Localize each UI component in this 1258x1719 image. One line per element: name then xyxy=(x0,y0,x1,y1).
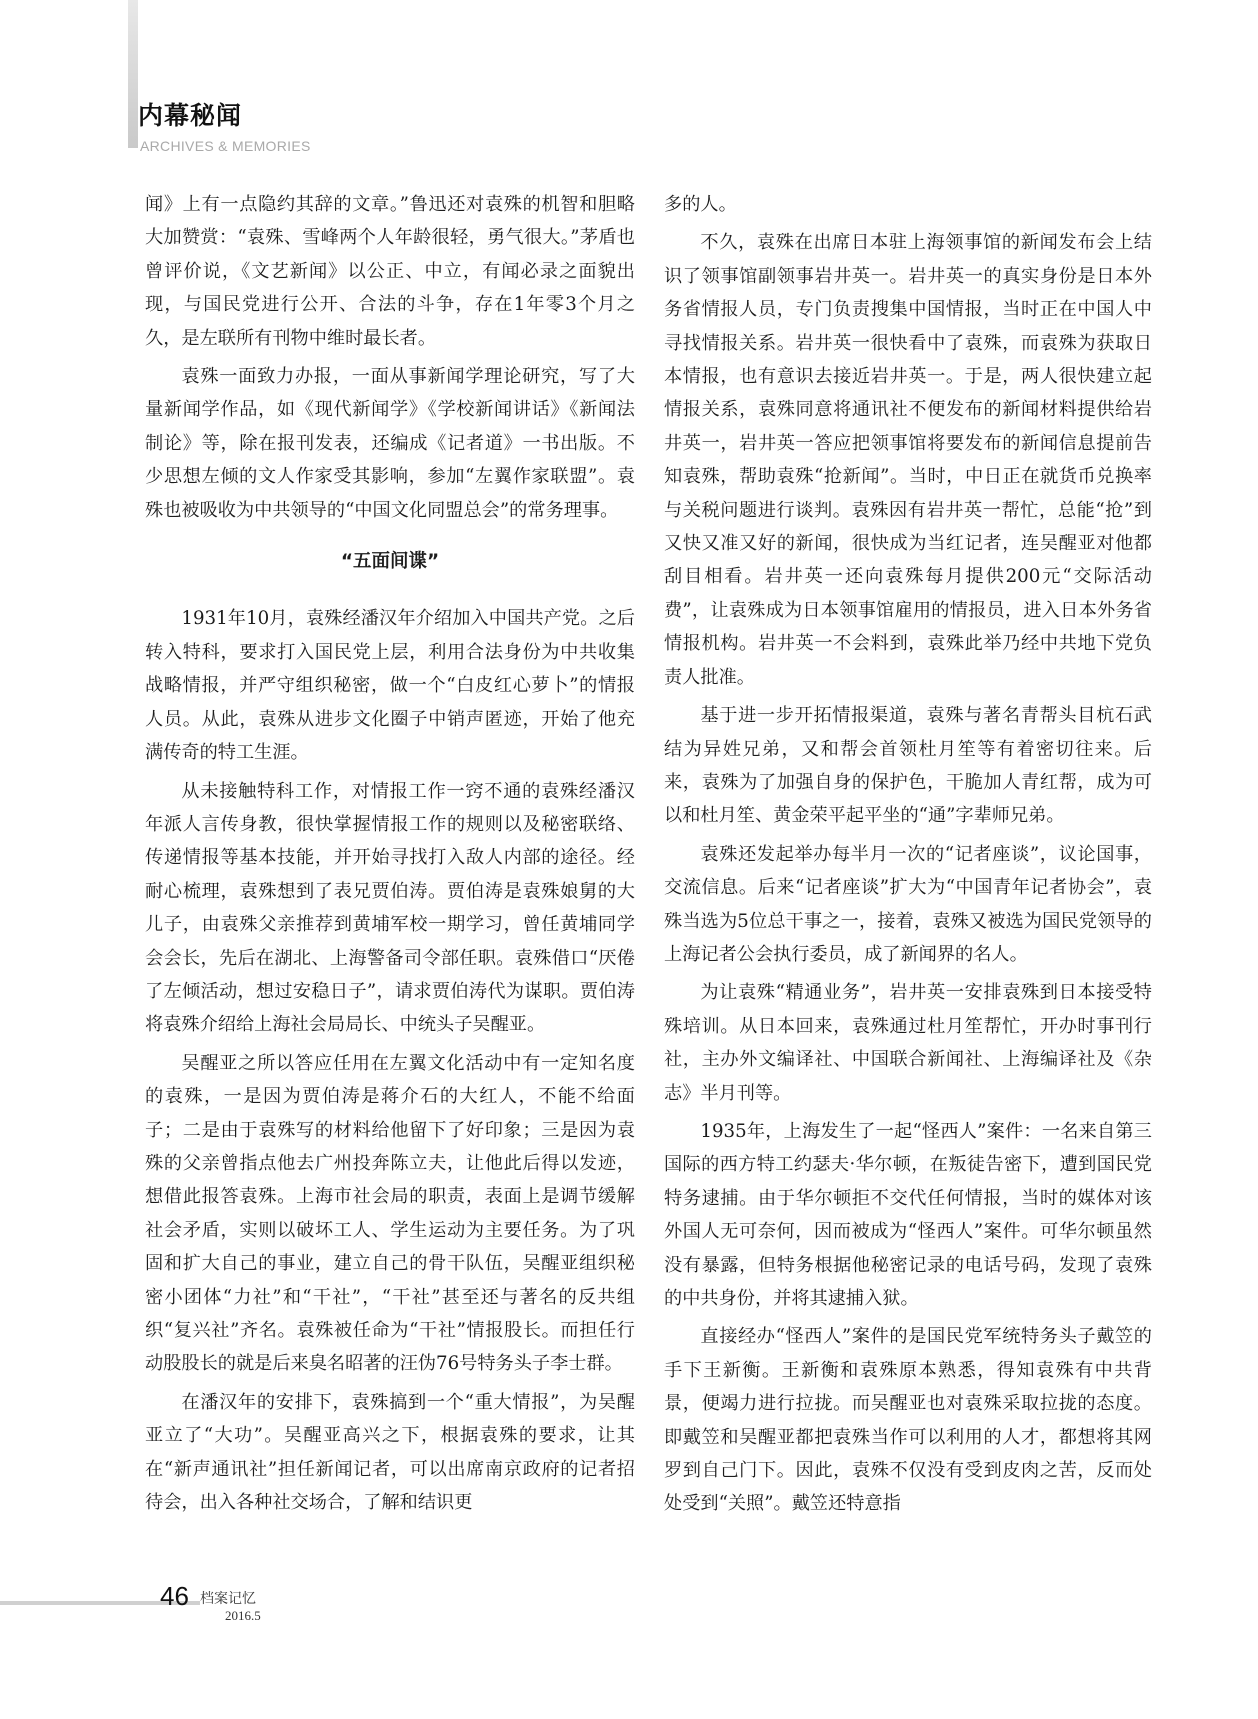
right-column xyxy=(664,188,1152,1526)
paragraph: 袁殊一面致力办报，一面从事新闻学理论研究，写了大量新闻学作品，如《现代新闻学》《学校新闻讲话》《新闻法制论》等，除在报刊发表，还编成《记者道》一书出版。不少思想左倾的文人作家受其影响，参加“左翼作家联盟”。袁殊也被吸收为中共领导的“中国文化同盟总会”的常务理事。 xyxy=(145,366,635,521)
issue-date: 2016.5 xyxy=(225,1608,261,1623)
section-subtitle: ARCHIVES & MEMORIES xyxy=(140,138,311,154)
paragraph: 闻》上有一点隐约其辞的文章。”鲁迅还对袁殊的机智和胆略大加赞赏：“袁殊、雪峰两个人年龄很轻，勇气很大。”茅盾也曾评价说，《文艺新闻》以公正、中立，有闻必录之面貌出现，与国民党进行公开、合法的斗争，存在1年零3个月之久，是左联所有刊物中维时最长者。 xyxy=(145,194,635,349)
header-accent-bar xyxy=(128,0,138,148)
paragraph: 在潘汉年的安排下，袁殊搞到一个“重大情报”，为吴醒亚立了“大功”。吴醒亚高兴之下，根据袁殊的要求，让其在“新声通讯社”担任新闻记者，可以出席南京政府的记者招待会，出入各种社交场合，了解和结识更 xyxy=(145,1391,635,1514)
paragraph: 袁殊还发起举办每半月一次的“记者座谈”，议论国事，交流信息。后来“记者座谈”扩大为“中国青年记者协会”，袁殊当选为5位总干事之一，接着，袁殊又被选为国民党领导的上海记者公会执行委员，成了新闻界的名人。 xyxy=(664,843,1152,965)
page-number: 46 xyxy=(160,1581,189,1611)
paragraph: 不久，袁殊在出席日本驻上海领事馆的新闻发布会上结识了领事馆副领事岩井英一。岩井英一的真实身份是日本外务省情报人员，专门负责搜集中国情报，当时正在中国人中寻找情报关系。岩井英一很快看中了袁殊，而袁殊为获取日本情报，也有意识去接近岩井英一。于是，两人很快建立起情报关系，袁殊同意将通讯社不便发布的新闻材料提供给岩井英一，岩井英一答应把领事馆将要发布的新闻信息提前告知袁殊，帮助袁殊“抢新闻”。当时，中日正在就货币兑换率与关税问题进行谈判。袁殊因有岩井英一帮忙，总能“抢”到又快又准又好的新闻，很快成为当红记者，连吴醒亚对他都刮目相看。岩井英一还向袁殊每月提供200元“交际活动费”，让袁殊成为日本领事馆雇用的情报员，进入日本外务省情报机构。岩井英一不会料到，袁殊此举乃经中共地下党负责人批准。 xyxy=(664,232,1152,688)
left-column xyxy=(145,188,635,1524)
section-title: 内幕秘闻 xyxy=(138,101,243,130)
paragraph: 多的人。 xyxy=(664,194,737,215)
paragraph: 从未接触特科工作，对情报工作一窍不通的袁殊经潘汉年派人言传身教，很快掌握情报工作的规则以及秘密联络、传递情报等基本技能，并开始寻找打入敌人内部的途径。经耐心梳理，袁殊想到了表兄贾伯涛。贾伯涛是袁殊娘舅的大儿子，由袁殊父亲推荐到黄埔军校一期学习，曾任黄埔同学会会长，先后在湖北、上海警备司令部任职。袁殊借口“厌倦了左倾活动，想过安稳日子”，请求贾伯涛代为谋职。贾伯涛将袁殊介绍给上海社会局局长、中统头子吴醒亚。 xyxy=(145,780,635,1036)
paragraph: 1931年10月，袁殊经潘汉年介绍加入中国共产党。之后转入特科，要求打入国民党上层，利用合法身份为中共收集战略情报，并严守组织秘密，做一个“白皮红心萝卜”的情报人员。从此，袁殊从进步文化圈子中销声匿迹，开始了他充满传奇的特工生涯。 xyxy=(145,608,635,764)
journal-name: 档案记忆 xyxy=(200,1591,256,1607)
section-heading: “五面间谍” xyxy=(340,551,440,573)
paragraph: 吴醒亚之所以答应任用在左翼文化活动中有一定知名度的袁殊，一是因为贾伯涛是蒋介石的大红人，不能不给面子；二是由于袁殊写的材料给他留下了好印象；三是因为袁殊的父亲曾指点他去广州投奔陈立夫，让他此后得以发迹，想借此报答袁殊。上海市社会局的职责，表面上是调节缓解社会矛盾，实则以破坏工人、学生运动为主要任务。为了巩固和扩大自己的事业，建立自己的骨干队伍，吴醒亚组织秘密小团体“力社”和“干社”，“干社”甚至还与著名的反共组织“复兴社”齐名。袁殊被任命为“干社”情报股长。而担任行动股股长的就是后来臭名昭著的汪伪76号特务头子李士群。 xyxy=(145,1052,635,1375)
paragraph: 1935年，上海发生了一起“怪西人”案件：一名来自第三国际的西方特工约瑟夫·华尔顿，在叛徒告密下，遭到国民党特务逮捕。由于华尔顿拒不交代任何情报，当时的媒体对该外国人无可奈何，因而被成为“怪西人”案件。可华尔顿虽然没有暴露，但特务根据他秘密记录的电话号码，发现了袁殊的中共身份，并将其逮捕入狱。 xyxy=(664,1120,1152,1309)
paragraph: 为让袁殊“精通业务”，岩井英一安排袁殊到日本接受特殊培训。从日本回来，袁殊通过杜月笙帮忙，开办时事刊行社，主办外文编译社、中国联合新闻社、上海编译社及《杂志》半月刊等。 xyxy=(664,982,1152,1104)
paragraph: 直接经办“怪西人”案件的是国民党军统特务头子戴笠的手下王新衡。王新衡和袁殊原本熟悉，得知袁殊有中共背景，便竭力进行拉拢。而吴醒亚也对袁殊采取拉拢的态度。即戴笠和吴醒亚都把袁殊当作可以利用的人才，都想将其网罗到自己门下。因此，袁殊不仅没有受到皮肉之苦，反而处处受到“关照”。戴笠还特意指 xyxy=(664,1326,1152,1515)
paragraph: 基于进一步开拓情报渠道，袁殊与著名青帮头目杭石武结为异姓兄弟，又和帮会首领杜月笙等有着密切往来。后来，袁殊为了加强自身的保护色，干脆加人青红帮，成为可以和杜月笙、黄金荣平起平坐的“通”字辈师兄弟。 xyxy=(664,705,1152,827)
